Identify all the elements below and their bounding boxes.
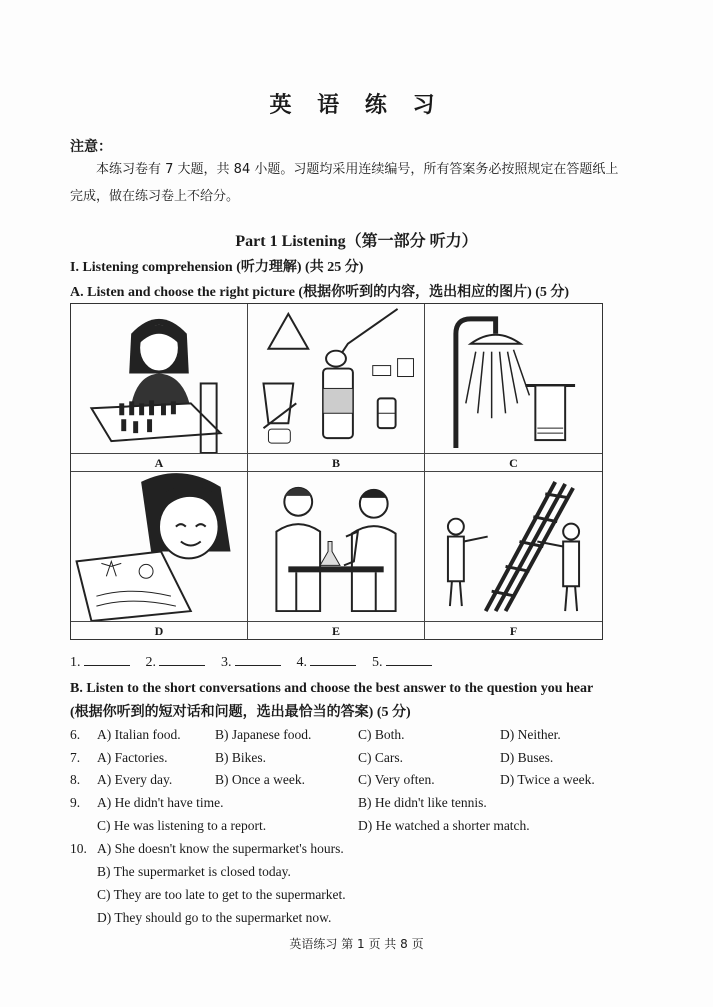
option-c[interactable]: C) Both. (358, 727, 405, 742)
option-a[interactable]: A) He didn't have time. (97, 795, 224, 810)
option-d[interactable]: D) Buses. (500, 750, 554, 765)
exam-page: 英 语 练 习 注意： 本练习卷有 7 大题，共 84 小题。习题均采用连续编号，所有答案务必按照规定在答题纸上完成，做在练习卷上不给分。 Part 1 Listening（第一部分 听力） I. Listening comprehension (听力理解) (共 25 分) A. Listen and choose the right picture (根据你听到的内容，选出相应的图片) (5 分) A B C D E F 1. 2. 3. 4. 5. B. Listen to the short conversations and choose the best answer to the question you hear (根据你听到的短对话和问题，选出最恰当的答案) (5 分) 6. A) Italian food. B) Japanese food. C) Both. D) Neither. 7. A) Factories. B) Bikes. C) Cars. D) Buses. 8. A) Every day. B) Once a week. C) Very often. D) Twice a week. 9. A) He didn't have time. B) He didn't like tennis. C) He was listening to a report. D) He watched a shorter match. 10. A) She doesn't know the supermarket's hours. B) The supermarket is closed today. C) They are too late to get to the supermarket. D) They should go to the supermarket now. 英语练习 第 1 页 共 8 页 (0, 0, 713, 1007)
note-text: 本练习卷有 7 大题，共 84 小题。习题均采用连续编号，所有答案务必按照规定在答题纸上完成，做在练习卷上不给分。 (70, 162, 619, 204)
picture-label-f: F (509, 624, 518, 638)
picture-f (425, 472, 602, 622)
picture-a (71, 304, 248, 454)
option-d[interactable]: D) Neither. (500, 727, 561, 742)
option-c[interactable]: C) He was listening to a report. (97, 818, 267, 833)
shower-towel-icon (425, 304, 602, 453)
section-heading: I. Listening comprehension (听力理解) (共 25 分) (70, 260, 364, 275)
answer-blanks (70, 652, 432, 671)
scientists-lab-icon (248, 472, 424, 621)
option-c[interactable]: C) Very often. (358, 772, 435, 787)
picture-label-a: A (71, 454, 248, 472)
option-c[interactable]: C) They are too late to get to the supermarket. (97, 887, 346, 902)
picture-d (71, 472, 248, 622)
option-a[interactable]: A) Every day. (97, 772, 173, 787)
page-title: 英 语 练 习 (269, 93, 444, 118)
option-a[interactable]: A) Factories. (97, 750, 168, 765)
option-b[interactable]: B) Japanese food. (215, 727, 312, 742)
picture-e (248, 472, 425, 622)
blank-3[interactable]: 3. (221, 652, 281, 671)
men-arguing-fence-icon (425, 472, 602, 621)
option-b[interactable]: B) Bikes. (215, 750, 267, 765)
blank-4[interactable]: 4. (297, 652, 357, 671)
option-a[interactable]: A) She doesn't know the supermarket's hours. (97, 841, 344, 856)
option-b[interactable]: B) He didn't like tennis. (358, 795, 487, 810)
option-c[interactable]: C) Cars. (358, 750, 403, 765)
picture-c (425, 304, 602, 454)
option-d[interactable]: D) Twice a week. (500, 772, 595, 787)
note-heading: 注意： (70, 139, 112, 155)
option-b[interactable]: B) The supermarket is closed today. (97, 864, 291, 879)
blank-1[interactable]: 1. (70, 652, 130, 671)
picture-label-b: B (248, 454, 425, 472)
blank-2[interactable]: 2. (146, 652, 206, 671)
option-d[interactable]: D) He watched a shorter match. (358, 818, 530, 833)
option-a[interactable]: A) Italian food. (97, 727, 181, 742)
picture-b (248, 304, 425, 454)
picture-label-c: C (425, 454, 602, 472)
picture-label-e: E (248, 622, 425, 640)
page-footer: 英语练习 第 1 页 共 8 页 (289, 937, 424, 951)
option-d[interactable]: D) They should go to the supermarket now. (97, 910, 332, 925)
part-title: Part 1 Listening（第一部分 听力） (235, 233, 478, 250)
girl-drawing-icon (71, 472, 247, 621)
section-a-heading: A. Listen and choose the right picture (根据你听到的内容，选出相应的图片) (5 分) (70, 285, 570, 300)
picture-grid (70, 303, 603, 640)
camping-gear-icon (248, 304, 424, 453)
blank-5[interactable]: 5. (372, 652, 432, 671)
section-b-heading: B. Listen to the short conversations and choose the best answer to the question you hear (根据你听到的短对话和问题，选出最恰当的答案) (5 分) (70, 681, 593, 720)
girl-playing-chess-icon (71, 304, 247, 453)
picture-label-d: D (71, 622, 248, 640)
option-b[interactable]: B) Once a week. (215, 772, 305, 787)
